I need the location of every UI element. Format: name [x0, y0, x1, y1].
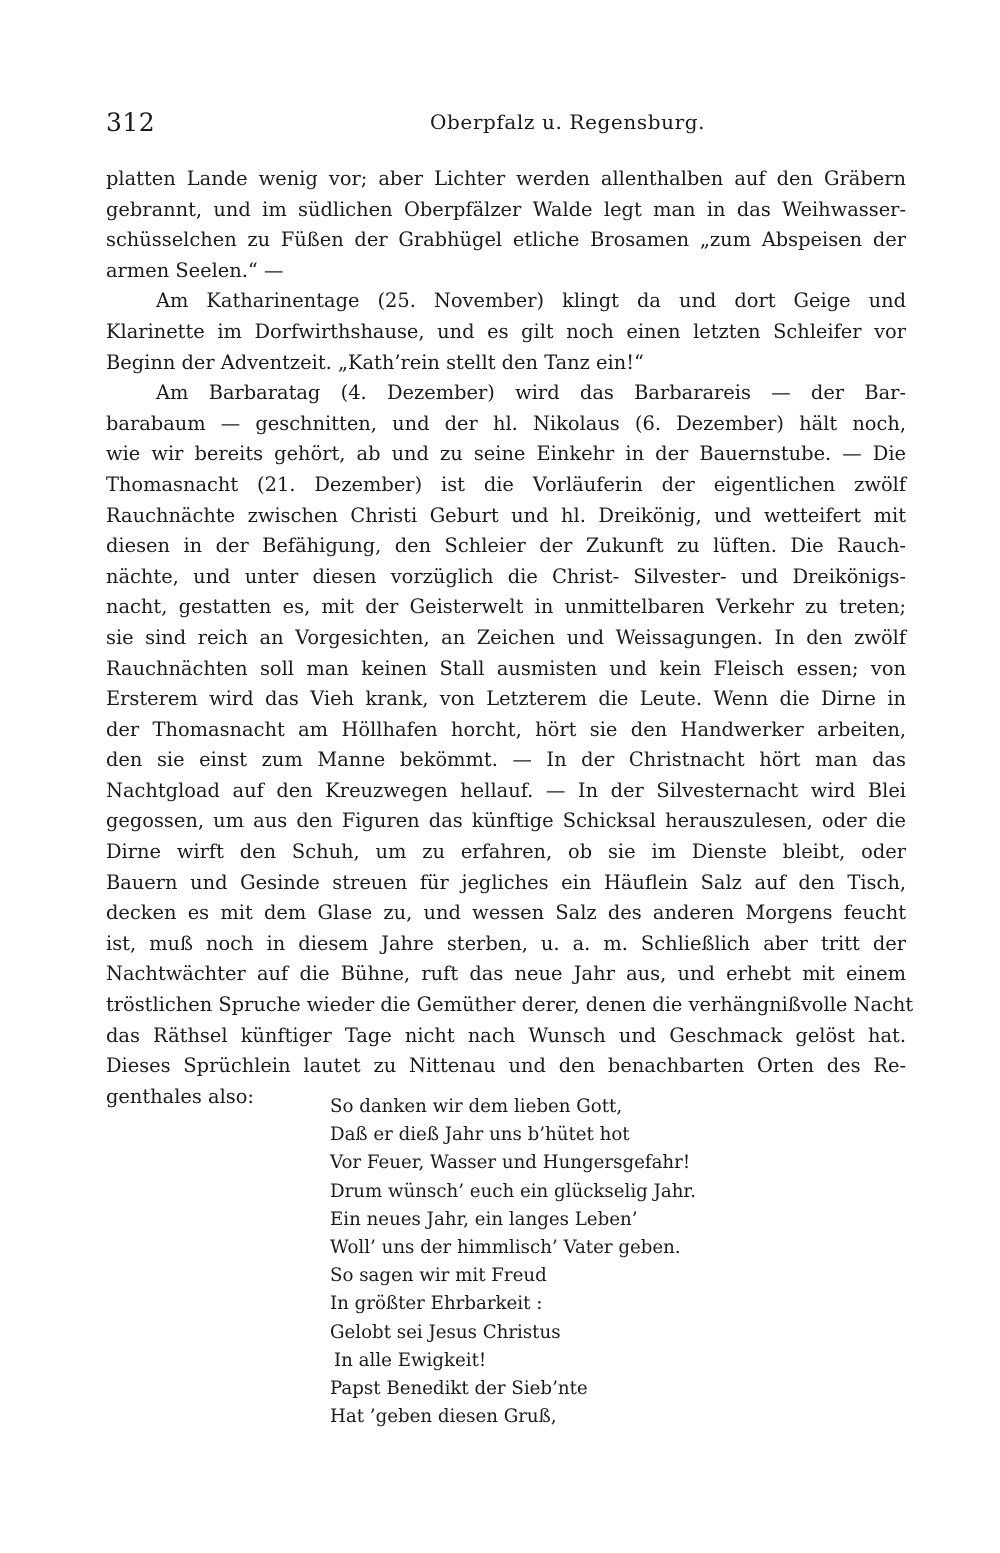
text-line: Beginn der Adventzeit. „Kath’rein stellt den Tanz ein!“: [106, 350, 644, 374]
text-line: Klarinette im Dorfwirthshause, und es gilt noch einen letzten Schleifer vor: [106, 319, 906, 343]
text-line: armen Seelen.“ —: [106, 258, 284, 282]
text-line: schüsselchen zu Füßen der Grabhügel etliche Brosamen „zum Abspeisen der: [106, 228, 906, 252]
text-line: barabaum — geschnitten, und der hl. Nikolaus (6. Dezember) hält noch,: [106, 411, 906, 435]
text-line: nächte, und unter diesen vorzüglich die Christ- Silvester- und Dreikönigs-: [106, 564, 906, 588]
text-line: das Räthsel künftiger Tage nicht nach Wunsch und Geschmack gelöst hat.: [106, 1023, 906, 1047]
verse-block: [330, 1093, 750, 1431]
text-line: Nachtwächter auf die Bühne, ruft das neue Jahr aus, und erhebt mit einem: [106, 962, 906, 986]
text-line: genthales also:: [106, 1084, 254, 1108]
text-line: sie sind reich an Vorgesichten, an Zeichen und Weissagungen. In den zwölf: [106, 625, 906, 649]
text-line: Am Katharinentage (25. November) klingt da und dort Geige und: [156, 289, 906, 313]
verse-line: Daß er dieß Jahr uns b’hütet hot: [330, 1124, 630, 1146]
text-line: diesen in der Befähigung, den Schleier der Zukunft zu lüften. Die Rauch-: [106, 534, 906, 558]
text-line: Thomasnacht (21. Dezember) ist die Vorläuferin der eigentlichen zwölf: [106, 472, 906, 496]
text-line: Nachtgload auf den Kreuzwegen hellauf. — In der Silvesternacht wird Blei: [106, 778, 906, 802]
text-line: wie wir bereits gehört, ab und zu seine Einkehr in der Bauernstube. — Die: [106, 442, 906, 466]
text-line: ist, muß noch in diesem Jahre sterben, u. a. m. Schließlich aber tritt der: [106, 931, 906, 955]
text-line: Dirne wirft den Schuh, um zu erfahren, ob sie im Dienste bleibt, oder: [106, 840, 906, 864]
text-line: nacht, gestatten es, mit der Geisterwelt in unmittelbaren Verkehr zu treten;: [106, 595, 906, 619]
verse-line: So danken wir dem lieben Gott,: [330, 1096, 623, 1117]
text-line: Dieses Sprüchlein lautet zu Nittenau und den benachbarten Orten des Re-: [106, 1054, 906, 1078]
text-line: Bauern und Gesinde streuen für jegliches ein Häuflein Salz auf den Tisch,: [106, 870, 906, 894]
text-line: platten Lande wenig vor; aber Lichter werden allenthalben auf den Gräbern: [106, 167, 906, 190]
body-text: [106, 164, 914, 1112]
page-header: [106, 108, 906, 148]
text-line: Rauchnächte zwischen Christi Geburt und hl. Dreikönig, und wetteifert mit: [106, 503, 906, 527]
text-line: decken es mit dem Glase zu, und wessen Salz des anderen Morgens feucht: [106, 901, 906, 925]
verse-line: Ein neues Jahr, ein langes Leben’: [330, 1208, 638, 1230]
text-line: den sie einst zum Manne bekömmt. — In der Christnacht hört man das: [106, 748, 906, 772]
verse-line: Drum wünsch’ euch ein glückselig Jahr.: [330, 1180, 696, 1202]
text-line: tröstlichen Spruche wieder die Gemüther derer, denen die verhängnißvolle Nacht: [106, 993, 914, 1017]
running-title: Oberpfalz u. Regensburg.: [430, 110, 706, 134]
verse-line: Woll’ uns der himmlisch’ Vater geben.: [330, 1236, 681, 1258]
text-line: gegossen, um aus den Figuren das künftige Schicksal herauszulesen, oder die: [106, 809, 906, 833]
text-line: der Thomasnacht am Höllhafen horcht, hört sie den Handwerker arbeiten,: [106, 717, 906, 741]
text-line: Ersterem wird das Vieh krank, von Letzterem die Leute. Wenn die Dirne in: [106, 687, 906, 711]
verse-line: Hat ’geben diesen Gruß,: [330, 1406, 557, 1428]
text-line: gebrannt, und im südlichen Oberpfälzer Walde legt man in das Weihwasser-: [106, 197, 906, 221]
text-line: Am Barbaratag (4. Dezember) wird das Barbarareis — der Bar-: [156, 381, 906, 405]
text-line: Rauchnächten soll man keinen Stall ausmisten und kein Fleisch essen; von: [106, 656, 906, 680]
verse-line: Vor Feuer, Wasser und Hungersgefahr!: [330, 1152, 691, 1174]
verse-line: Papst Benedikt der Sieb’nte: [330, 1377, 588, 1399]
page-number: 312: [106, 108, 156, 137]
verse-line: In alle Ewigkeit!: [334, 1349, 487, 1371]
verse-line: In größter Ehrbarkeit :: [330, 1293, 543, 1315]
verse-line: Gelobt sei Jesus Christus: [330, 1321, 561, 1343]
verse-line: So sagen wir mit Freud: [330, 1265, 547, 1287]
